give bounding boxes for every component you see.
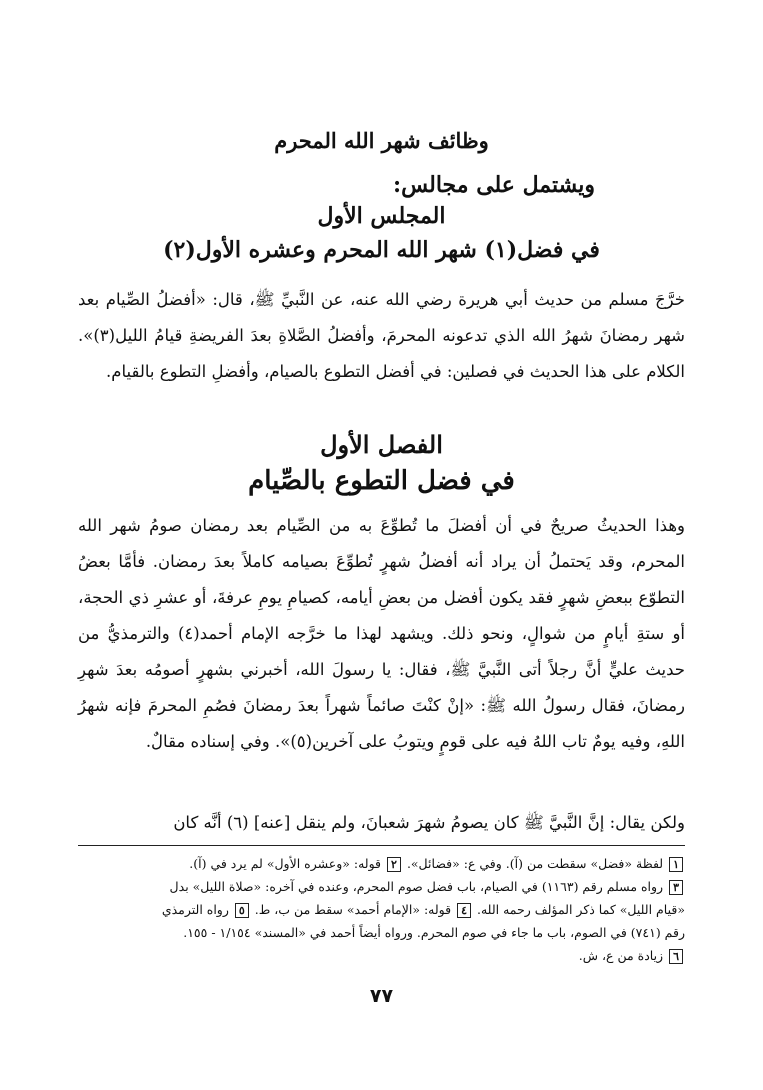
footnotes — [78, 852, 685, 967]
footnote-number: ٥ — [235, 903, 249, 918]
body-paragraph-1: خرَّجَ مسلم من حديث أبي هريرة رضي الله عنه، عن النَّبيِّ ﷺ، قال: «أفضلُ الصِّيام بعد شهر رمضانَ شهرُ الله الذي تدعونه المحرمَ، وأفضلُ الصَّلاةِ بعدَ الفريضةِ قيامُ الليل(٣)». الكلام على هذا الحديث في فصلين: في أفضل التطوع بالصيام، وأفضلِ التطوع بالقيام. — [78, 290, 685, 381]
page-number: ٧٧ — [369, 985, 394, 1007]
footnote-line — [78, 944, 685, 967]
section-subtitle: ويشتمل على مجالس: — [392, 172, 595, 198]
footnote-text: رواه الترمذي — [161, 902, 229, 917]
footnote-text: «قيام الليل» كما ذكر المؤلف رحمه الله. — [477, 902, 685, 917]
majlis-heading: المجلس الأول — [317, 203, 446, 229]
footnote-line — [78, 921, 685, 944]
footnote-line — [78, 852, 685, 875]
fasl-subheading: في فضل التطوع بالصِّيام — [248, 466, 515, 496]
body-paragraph-2: وهذا الحديثُ صريحٌ في أن أفضلَ ما تُطوِّعَ به من الصِّيام بعد رمضان صومُ شهر الله المحرم، وقد يَحتملُ أن يراد أنه أفضلُ شهرٍ تُطوِّعَ بصيامه كاملاً بعدَ رمضان. فأمَّا بعضُ التطوّع ببعضِ شهرٍ فقد يكون أفضل من بعضِ أيامه، كصيامِ يومِ عرفةَ، أو عشرِ ذي الحجة، أو ستةِ أيامٍ من شوالٍ، ونحو ذلك. ويشهد لهذا ما خرَّجه الإمام أحمد(٤) والترمذيُّ من حديث عليٍّ أنَّ رجلاً أتى النَّبيَّ ﷺ، فقال: يا رسولَ الله، أخبرني بشهرٍ أصومُه بعدَ شهرِ رمضانَ، فقال رسولُ الله ﷺ: «إنْ كنْتَ صائماً شهراً بعدَ رمضانَ فصُمِ المحرمَ فإنه شهرُ اللهِ، وفيه يومٌ تاب اللهُ فيه على قومٍ ويتوبُ على آخرين(٥)». وفي إسناده مقالٌ. — [78, 516, 685, 751]
footnote-text: رواه مسلم رقم (١١٦٣) في الصيام، باب فضل صوم المحرم، وعنده في آخره: «صلاة الليل» بدل — [169, 879, 664, 894]
footnote-text: قوله: «وعشره الأول» لم يرد في (آ). — [189, 856, 382, 871]
footnote-text: رقم (٧٤١) في الصوم، باب ما جاء في صوم المحرم. ورواه أيضاً أحمد في «المسند» ١/١٥٤ - ١٥٥. — [183, 925, 685, 940]
footnote-text: لفظة «فضل» سقطت من (آ). وفي ع: «فضائل». — [406, 856, 664, 871]
footnote-number: ٢ — [387, 857, 401, 872]
section-title: وظائف شهر الله المحرم — [274, 128, 489, 153]
footnote-line — [78, 898, 685, 921]
footnote-line — [78, 875, 685, 898]
footnote-text: قوله: «الإمام أحمد» سقط من ب، ط. — [254, 902, 452, 917]
majlis-subheading: في فضل(١) شهر الله المحرم وعشره الأول(٢) — [163, 237, 600, 263]
footnote-number: ٤ — [457, 903, 471, 918]
footnote-number: ١ — [669, 857, 683, 872]
footnote-number: ٣ — [669, 880, 683, 895]
footnote-divider — [78, 845, 685, 846]
footnote-text: زيادة من ع، ش. — [578, 948, 664, 963]
footnote-number: ٦ — [669, 949, 683, 964]
body-paragraph-3: ولكن يقال: إنَّ النَّبيَّ ﷺ كان يصومُ شهرَ شعبانَ، ولم ينقل [عنه] (٦) أنَّه كان — [173, 813, 685, 832]
fasl-heading: الفصل الأول — [320, 430, 443, 459]
